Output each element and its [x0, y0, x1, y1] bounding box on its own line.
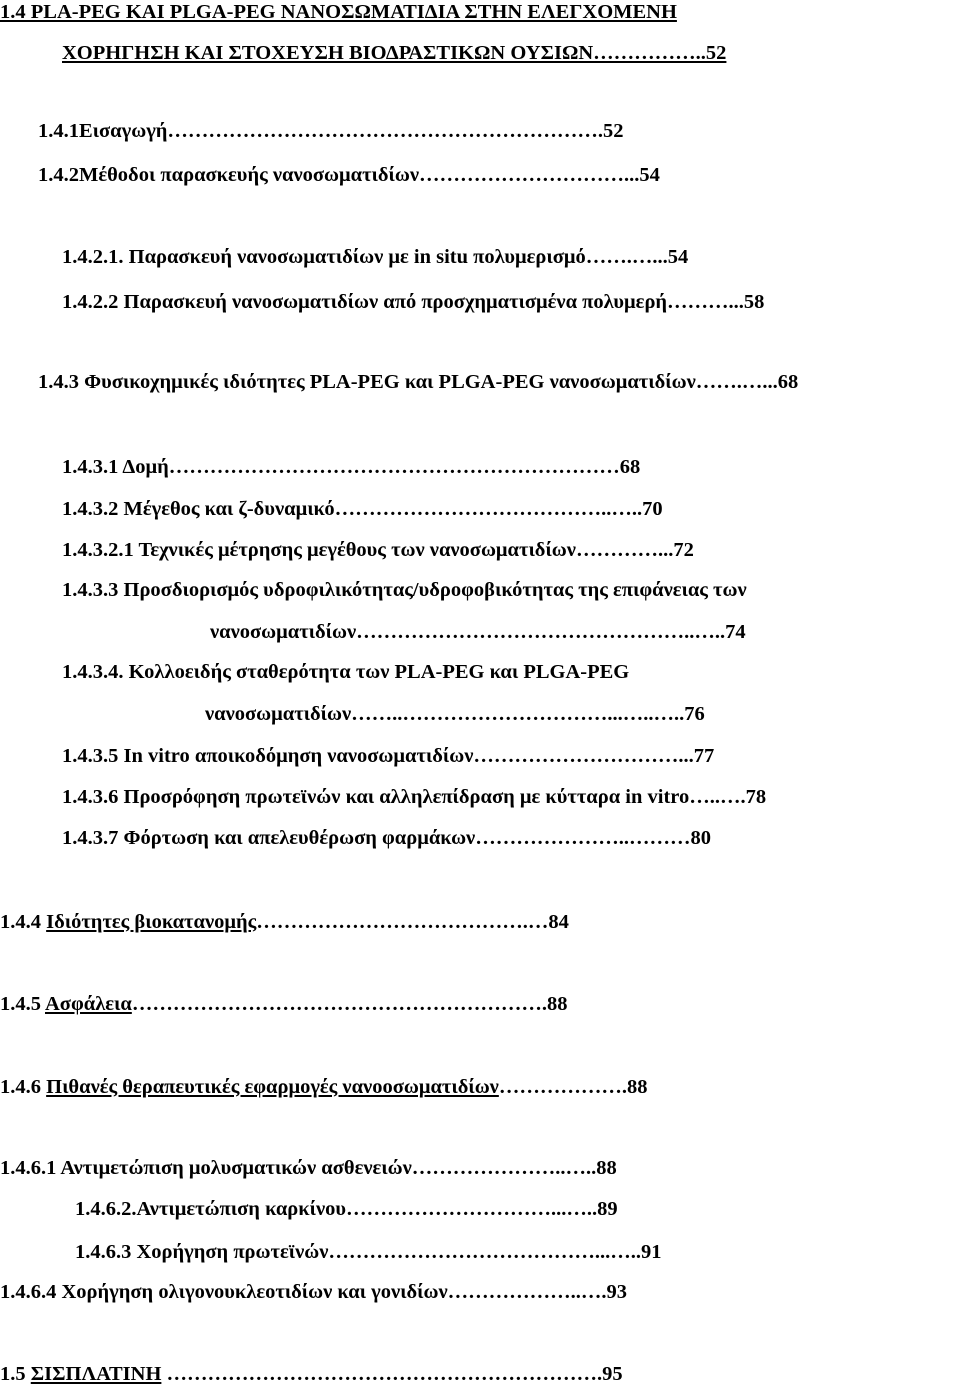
- toc-entry: νανοσωματιδίων…………………………………………..…..74: [210, 621, 746, 643]
- toc-entry: 1.4.6 Πιθανές θεραπευτικές εφαρμογές νανοοσωματιδίων……………….88: [0, 1076, 648, 1098]
- toc-entry: 1.4.4 Ιδιότητες βιοκατανομής………………………………….…84: [0, 911, 569, 933]
- toc-entry: 1.4.6.3 Χορήγηση πρωτεϊνών…………………………………...…..91: [75, 1241, 662, 1263]
- toc-entry: 1.4 PLA-PEG ΚΑΙ PLGA-PEG ΝΑΝΟΣΩΜΑΤΙΔΙΑ ΣΤΗΝ ΕΛΕΓΧΟΜΕΝΗ: [0, 1, 677, 23]
- toc-entry: 1.4.3.1 Δομή…………………………………………………………68: [62, 456, 641, 478]
- toc-entry: 1.4.1Εισαγωγή……………………………………………………….52: [38, 120, 624, 142]
- toc-entry: 1.5 ΣΙΣΠΛΑΤΙΝΗ ……………………………………………………….95: [0, 1363, 623, 1385]
- toc-entry: 1.4.2Μέθοδοι παρασκευής νανοσωματιδίων…………………………...54: [38, 164, 660, 186]
- toc-entry: 1.4.6.2.Αντιμετώπιση καρκίνου…………………………...…..89: [75, 1198, 618, 1220]
- toc-entry: 1.4.6.4 Χορήγηση ολιγονουκλεοτιδίων και γονιδίων………………..….93: [0, 1281, 627, 1303]
- toc-entry: ΧΟΡΗΓΗΣΗ ΚΑΙ ΣΤΟΧΕΥΣΗ ΒΙΟΔΡΑΣΤΙΚΩΝ ΟΥΣΙΩΝ……………..52: [62, 42, 727, 64]
- toc-entry: 1.4.3.2.1 Τεχνικές μέτρησης μεγέθους των νανοσωματιδίων…………...72: [62, 539, 694, 561]
- toc-entry: 1.4.3.7 Φόρτωση και απελευθέρωση φαρμάκων…………………..………80: [62, 827, 711, 849]
- toc-entry: 1.4.6.1 Αντιμετώπιση μολυσματικών ασθενειών…………………..…..88: [0, 1157, 617, 1179]
- toc-entry: 1.4.3.6 Προσρόφηση πρωτεϊνών και αλληλεπίδραση με κύτταρα in vitro…..….78: [62, 786, 767, 808]
- toc-entry: 1.4.3.2 Μέγεθος και ζ-δυναμικό…………………………………..…..70: [62, 498, 663, 520]
- toc-entry: νανοσωματιδίων……..…………………………...…..…..76: [205, 703, 705, 725]
- toc-entry: 1.4.2.2 Παρασκευή νανοσωματιδίων από προσχηματισμένα πολυμερή………...58: [62, 291, 765, 313]
- toc-entry: 1.4.2.1. Παρασκευή νανοσωματιδίων με in situ πολυμερισμό…….…...54: [62, 246, 689, 268]
- toc-entry: 1.4.5 Ασφάλεια…………………………………………………….88: [0, 993, 568, 1015]
- toc-entry: 1.4.3.5 In vitro αποικοδόμηση νανοσωματιδίων…………………………...77: [62, 745, 715, 767]
- toc-entry: 1.4.3.4. Κολλοειδής σταθερότητα των PLA-PEG και PLGA-PEG: [62, 661, 630, 683]
- toc-entry: 1.4.3.3 Προσδιορισμός υδροφιλικότητας/υδροφοβικότητας της επιφάνειας των: [62, 579, 747, 601]
- toc-entry: 1.4.3 Φυσικοχημικές ιδιότητες PLA-PEG και PLGA-PEG νανοσωματιδίων…….…...68: [38, 371, 799, 393]
